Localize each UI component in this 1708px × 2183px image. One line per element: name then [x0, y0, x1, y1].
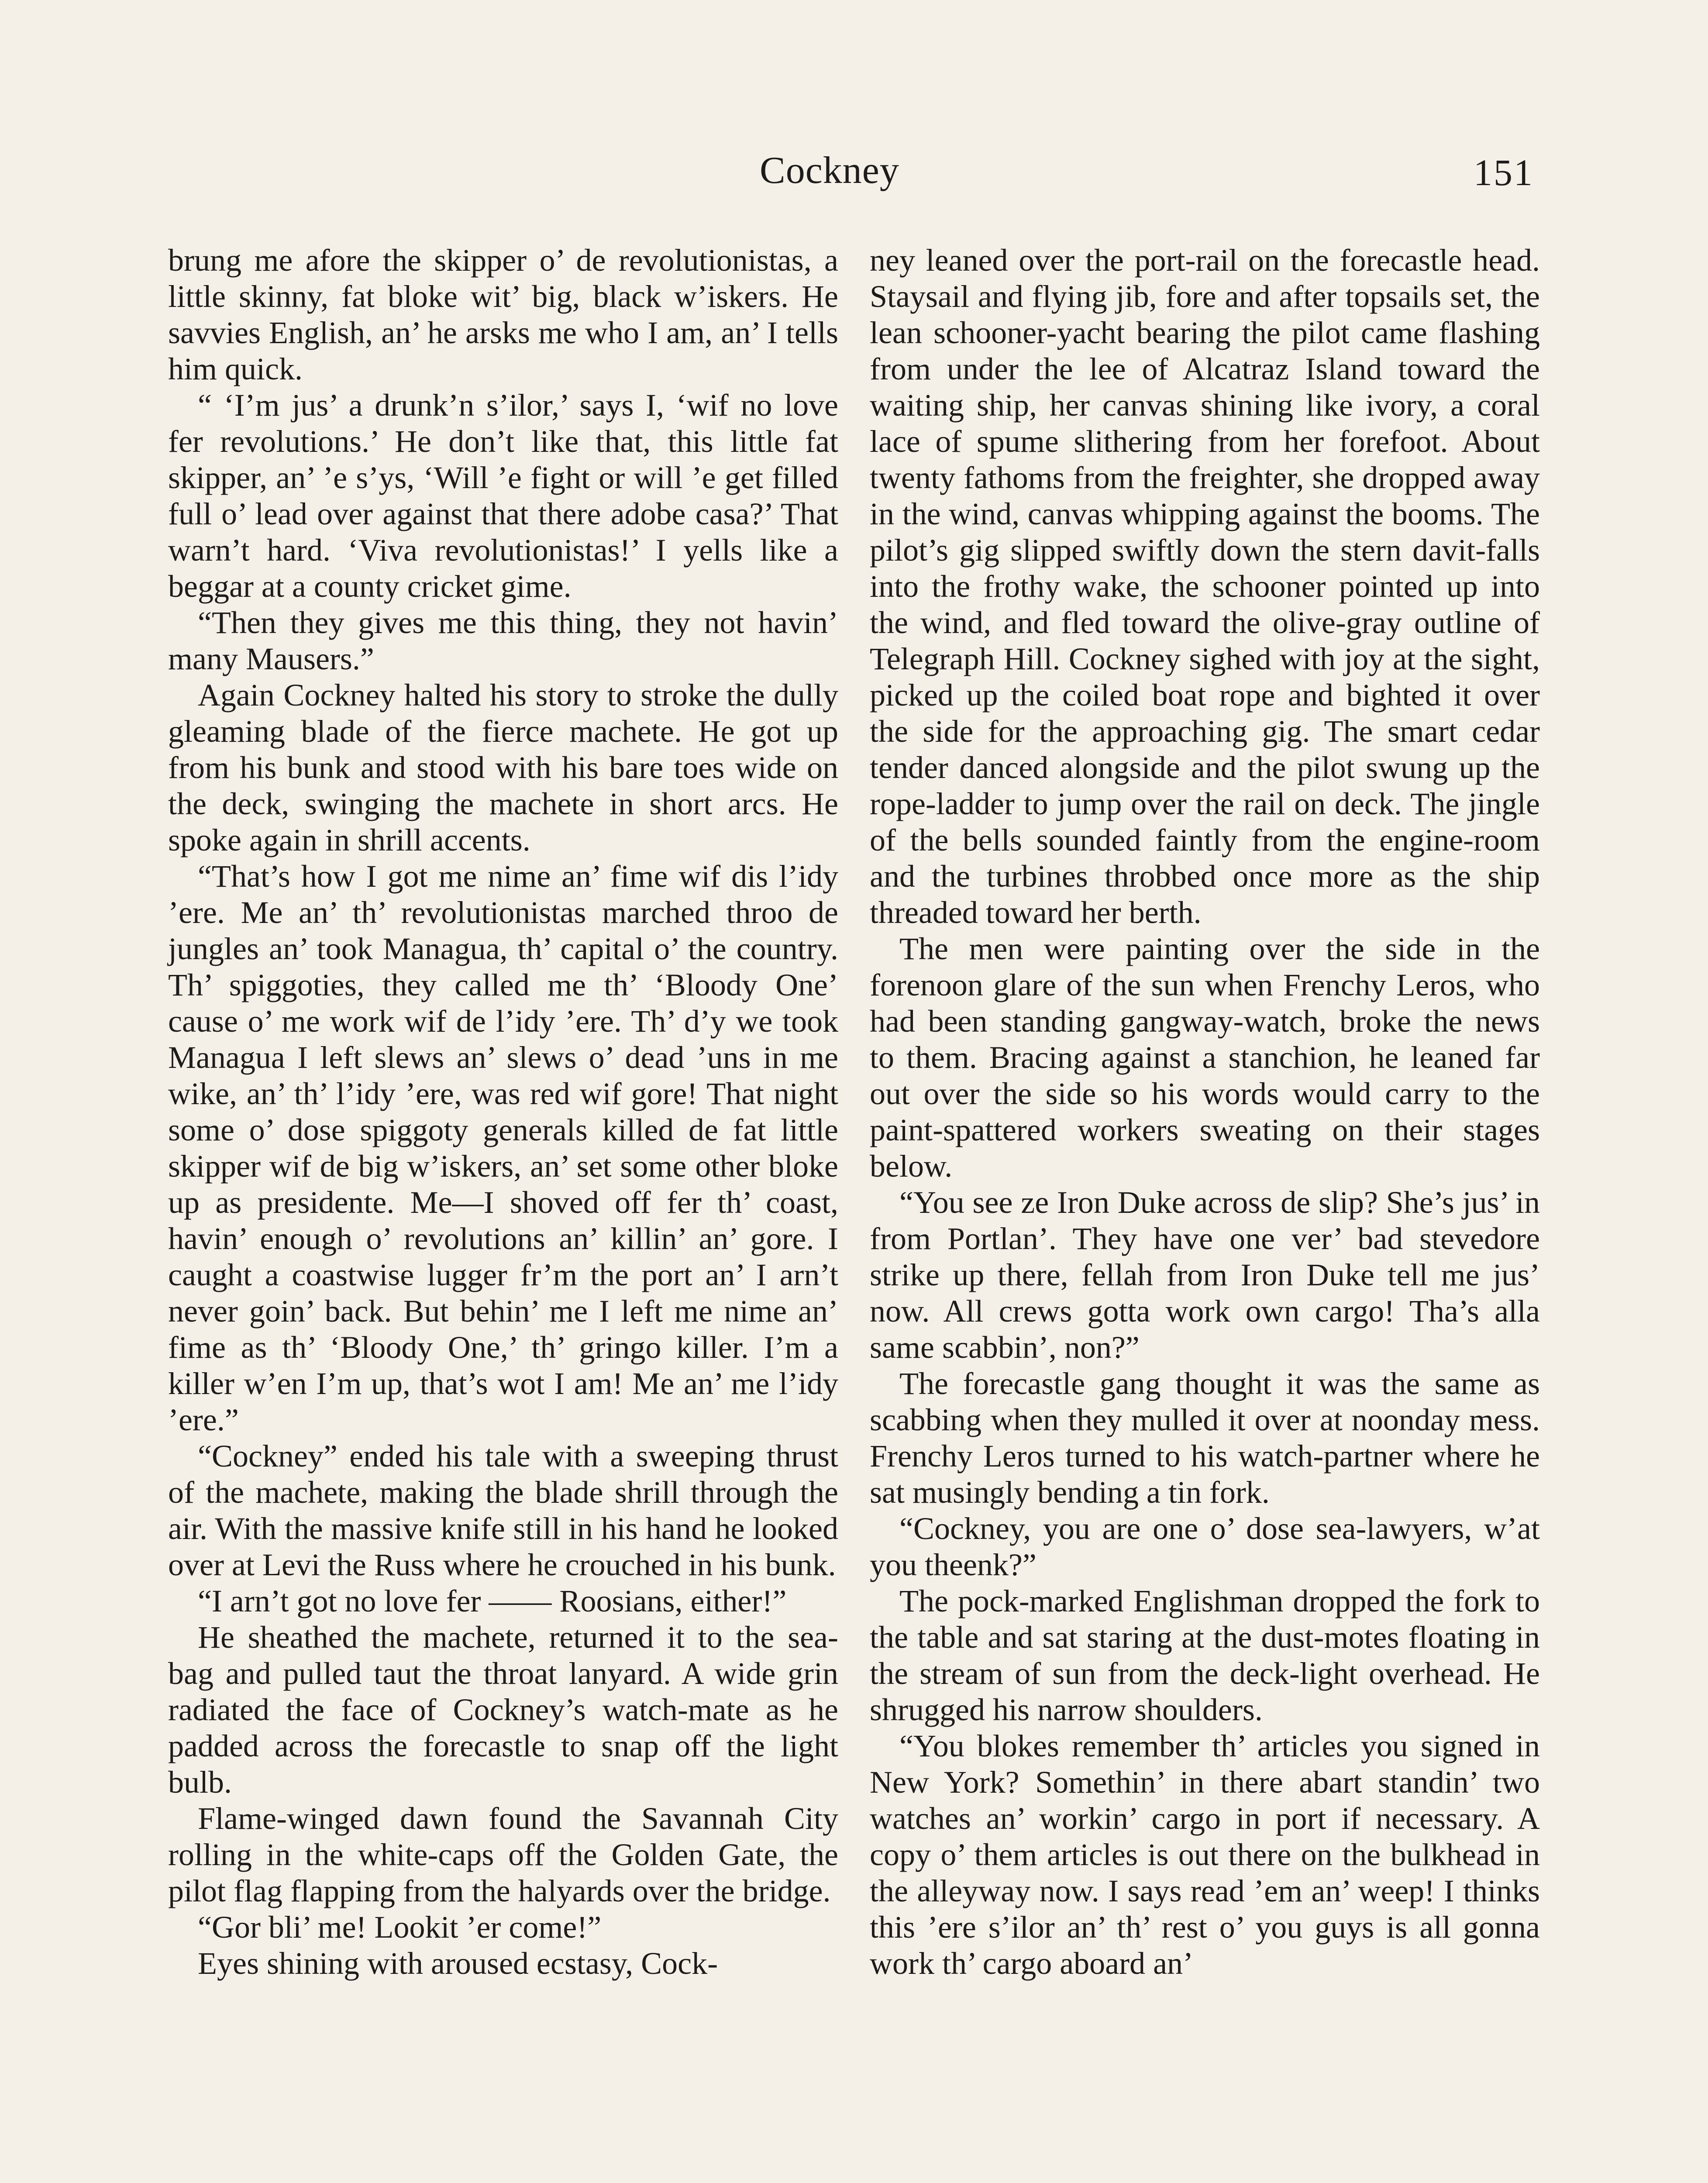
- left-column: [168, 242, 838, 1982]
- paragraph: Eyes shining with aroused ecstasy, Cock-: [198, 1946, 718, 1981]
- paragraph: “Then they gives me this thing, they not havin’ many Mausers.”: [168, 605, 838, 676]
- paragraph: The forecastle gang thought it was the same as scabbing when they mulled it over at noonday mess. Frenchy Leros turned to his watch-partner where he sat musingly bending a tin fork.: [870, 1366, 1540, 1510]
- paragraph: “That’s how I got me nime an’ fime wif dis l’idy ’ere. Me an’ th’ revolutionistas marched throo de jungles an’ took Managua, th’ capital o’ the country. Th’ spiggoties, they called me th’ ‘Bloody One’ cause o’ me work wif de l’idy ’ere. Th’ d’y we took Managua I left slews an’ slews o’ dead ’uns in me wike, an’ th’ l’idy ’ere, was red wif gore! That night some o’ dose spiggoty generals killed de fat little skipper wif de big w’iskers, an’ set some other bloke up as presidente. Me—I shoved off fer th’ coast, havin’ enough o’ revolutions an’ killin’ an’ gore. I caught a coastwise lugger fr’m the port an’ I arn’t never goin’ back. But behin’ me I left me nime an’ fime as th’ ‘Bloody One,’ th’ gringo killer. I’m a killer w’en I’m up, that’s wot I am! Me an’ me l’idy ’ere.”: [168, 859, 838, 1437]
- paragraph: ney leaned over the port-rail on the forecastle head. Staysail and flying jib, fore and after topsails set, the lean schooner-yacht bearing the pilot came flashing from under the lee of Alcatraz Island toward the waiting ship, her canvas shining like ivory, a coral lace of spume slithering from her forefoot. About twenty fathoms from the freighter, she dropped away in the wind, canvas whipping against the booms. The pilot’s gig slipped swiftly down the stern davit-falls into the frothy wake, the schooner pointed up into the wind, and fled toward the olive-gray outline of Telegraph Hill. Cockney sighed with joy at the sight, picked up the coiled boat rope and bighted it over the side for the approaching gig. The smart cedar tender danced alongside and the pilot swung up the rope-ladder to jump over the rail on deck. The jingle of the bells sounded faintly from the engine-room and the turbines throbbed once more as the ship threaded toward her berth.: [870, 243, 1540, 930]
- running-title: Cockney: [760, 149, 899, 192]
- paragraph: Flame-winged dawn found the Savannah City rolling in the white-caps off the Golden Gate, the pilot flag flapping from the halyards over the bridge.: [168, 1801, 838, 1908]
- paragraph: “I arn’t got no love fer —— Roosians, either!”: [198, 1584, 787, 1618]
- paragraph: “Cockney, you are one o’ dose sea-lawyers, w’at you theenk?”: [870, 1511, 1540, 1582]
- right-column: [870, 242, 1540, 1982]
- page-number: 151: [1474, 152, 1534, 193]
- paragraph: “You blokes remember th’ articles you signed in New York? Somethin’ in there abart standin’ two watches an’ workin’ cargo in port if necessary. A copy o’ them articles is out there on the bulkhead in the alleyway now. I says read ’em an’ weep! I thinks this ’ere s’ilor an’ th’ rest o’ you guys is all gonna work th’ cargo aboard an’: [870, 1728, 1540, 1981]
- paragraph: Again Cockney halted his story to stroke the dully gleaming blade of the fierce machete. He got up from his bunk and stood with his bare toes wide on the deck, swinging the machete in short arcs. He spoke again in shrill accents.: [168, 678, 838, 857]
- paragraph: The pock-marked Englishman dropped the fork to the table and sat staring at the dust-motes floating in the stream of sun from the deck-light overhead. He shrugged his narrow shoulders.: [870, 1584, 1540, 1727]
- paragraph: “Cockney” ended his tale with a sweeping thrust of the machete, making the blade shrill through the air. With the massive knife still in his hand he looked over at Levi the Russ where he crouched in his bunk.: [168, 1439, 838, 1582]
- paragraph: He sheathed the machete, returned it to the sea-bag and pulled taut the throat lanyard. A wide grin radiated the face of Cockney’s watch-mate as he padded across the forecastle to snap off the light bulb.: [168, 1620, 838, 1800]
- paragraph: The men were painting over the side in the forenoon glare of the sun when Frenchy Leros, who had been standing gangway-watch, broke the news to them. Bracing against a stanchion, he leaned far out over the side so his words would carry to the paint-spattered workers sweating on their stages below.: [870, 931, 1540, 1184]
- paragraph: “ ‘I’m jus’ a drunk’n s’ilor,’ says I, ‘wif no love fer revolutions.’ He don’t like that, this little fat skipper, an’ ’e s’ys, ‘Will ’e fight or will ’e get filled full o’ lead over against that there adobe casa?’ That warn’t hard. ‘Viva revolutionistas!’ I yells like a beggar at a county cricket gime.: [168, 388, 838, 604]
- paragraph: “You see ze Iron Duke across de slip? She’s jus’ in from Portlan’. They have one ver’ bad stevedore strike up there, fellah from Iron Duke tell me jus’ now. All crews gotta work own cargo! Tha’s alla same scabbin’, non?”: [870, 1185, 1540, 1365]
- paragraph: “Gor bli’ me! Lookit ’er come!”: [198, 1910, 602, 1945]
- paragraph: brung me afore the skipper o’ de revolutionistas, a little skinny, fat bloke wit’ big, black w’iskers. He savvies English, an’ he arsks me who I am, an’ I tells him quick.: [168, 243, 838, 386]
